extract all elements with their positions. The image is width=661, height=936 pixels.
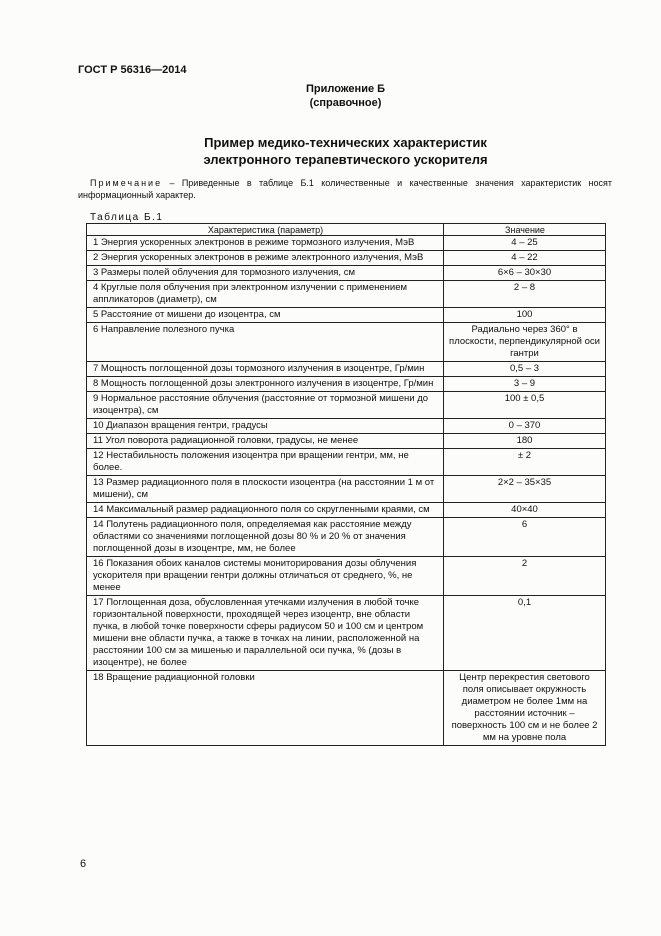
parameter-cell: 11 Угол поворота радиационной головки, градусы, не менее [87, 434, 444, 449]
table-row [87, 266, 606, 281]
value-cell: 180 [444, 434, 606, 449]
value-cell: 100 ± 0,5 [444, 392, 606, 419]
table-row [87, 449, 606, 476]
table-row [87, 476, 606, 503]
table-row [87, 596, 606, 671]
parameter-cell: 1 Энергия ускоренных электронов в режиме тормозного излучения, МэВ [87, 236, 444, 251]
parameter-cell: 2 Энергия ускоренных электронов в режиме электронного излучения, МэВ [87, 251, 444, 266]
table-row [87, 377, 606, 392]
value-cell: 0,1 [444, 596, 606, 671]
parameter-cell: 4 Круглые поля облучения при электронном излучении с применением аппликаторов (диаметр), см [87, 281, 444, 308]
document-title [0, 134, 661, 168]
parameter-cell: 10 Диапазон вращения гентри, градусы [87, 419, 444, 434]
document-number: ГОСТ Р 56316—2014 [78, 64, 187, 76]
value-cell: Радиально через 360° в плоскости, перпендикулярной оси гантри [444, 323, 606, 362]
value-cell: 40×40 [444, 503, 606, 518]
header-value: Значение [444, 224, 606, 236]
table-caption: Таблица Б.1 [90, 212, 164, 223]
page-number: 6 [80, 858, 87, 870]
parameter-cell: 12 Нестабильность положения изоцентра при вращении гентри, мм, не более. [87, 449, 444, 476]
header-parameter: Характеристика (параметр) [87, 224, 444, 236]
table-row [87, 323, 606, 362]
value-cell: ± 2 [444, 449, 606, 476]
value-cell: 2 – 8 [444, 281, 606, 308]
value-cell: 0 – 370 [444, 419, 606, 434]
parameter-cell: 8 Мощность поглощенной дозы электронного излучения в изоцентре, Гр/мин [87, 377, 444, 392]
table-row [87, 281, 606, 308]
parameter-cell: 14 Максимальный размер радиационного поля со скругленными краями, см [87, 503, 444, 518]
value-cell: 100 [444, 308, 606, 323]
title-line-2: электронного терапевтического ускорителя [203, 152, 488, 167]
value-cell: Центр перекрестия светового поля описывает окружность диаметром не более 1мм на расстоянии источник – поверхность 100 см и не более 2 мм на уровне пола [444, 671, 606, 746]
parameter-cell: 16 Показания обоих каналов системы мониторирования дозы облучения ускорителя при вращении гентри должны отличаться от среднего, %, не менее [87, 557, 444, 596]
table-row [87, 392, 606, 419]
note-text: – Приведенные в таблице Б.1 количественные и качественные значения характеристик носят информационный характер. [78, 178, 612, 200]
parameter-cell: 3 Размеры полей облучения для тормозного излучения, см [87, 266, 444, 281]
specifications-table [86, 223, 606, 746]
parameter-cell: 13 Размер радиационного поля в плоскости изоцентра (на расстоянии 1 м от мишени), см [87, 476, 444, 503]
value-cell: 3 – 9 [444, 377, 606, 392]
table-row [87, 362, 606, 377]
table-row [87, 557, 606, 596]
parameter-cell: 9 Нормальное расстояние облучения (расстояние от тормозной мишени до изоцентра), см [87, 392, 444, 419]
table-row [87, 671, 606, 746]
value-cell: 0,5 – 3 [444, 362, 606, 377]
table-row [87, 503, 606, 518]
table-row [87, 434, 606, 449]
value-cell: 2 [444, 557, 606, 596]
value-cell: 4 – 25 [444, 236, 606, 251]
parameter-cell: 17 Поглощенная доза, обусловленная утечками излучения в любой точке горизонтальной поверхности, проходящей через изоцентр, вне области пучка, в любой точке поверхности сферы радиусом 50 и 100 см и центром мишени вне области пучка, а также в точках на линии, расположенной на расстоянии 100 см за мишенью и параллельной оси пучка, % (дозы в изоцентре), не более [87, 596, 444, 671]
note-paragraph [78, 177, 612, 201]
parameter-cell: 5 Расстояние от мишени до изоцентра, см [87, 308, 444, 323]
value-cell: 4 – 22 [444, 251, 606, 266]
appendix-title: Приложение Б [305, 83, 386, 95]
note-label: Примечание [90, 178, 163, 188]
table-row [87, 236, 606, 251]
title-line-1: Пример медико-технических характеристик [204, 135, 487, 150]
value-cell: 2×2 – 35×35 [444, 476, 606, 503]
table-row [87, 308, 606, 323]
table-row [87, 419, 606, 434]
appendix-heading [0, 82, 661, 110]
appendix-type: (справочное) [309, 97, 382, 109]
value-cell: 6×6 – 30×30 [444, 266, 606, 281]
parameter-cell: 14 Полутень радиационного поля, определяемая как расстояние между областями со значениями поглощенной дозы 80 % и 20 % от значения поглощенной дозы в изоцентре, мм, не более [87, 518, 444, 557]
table-row [87, 251, 606, 266]
value-cell: 6 [444, 518, 606, 557]
parameter-cell: 7 Мощность поглощенной дозы тормозного излучения в изоцентре, Гр/мин [87, 362, 444, 377]
table-header-row [87, 224, 606, 236]
parameter-cell: 18 Вращение радиационной головки [87, 671, 444, 746]
parameter-cell: 6 Направление полезного пучка [87, 323, 444, 362]
table-row [87, 518, 606, 557]
